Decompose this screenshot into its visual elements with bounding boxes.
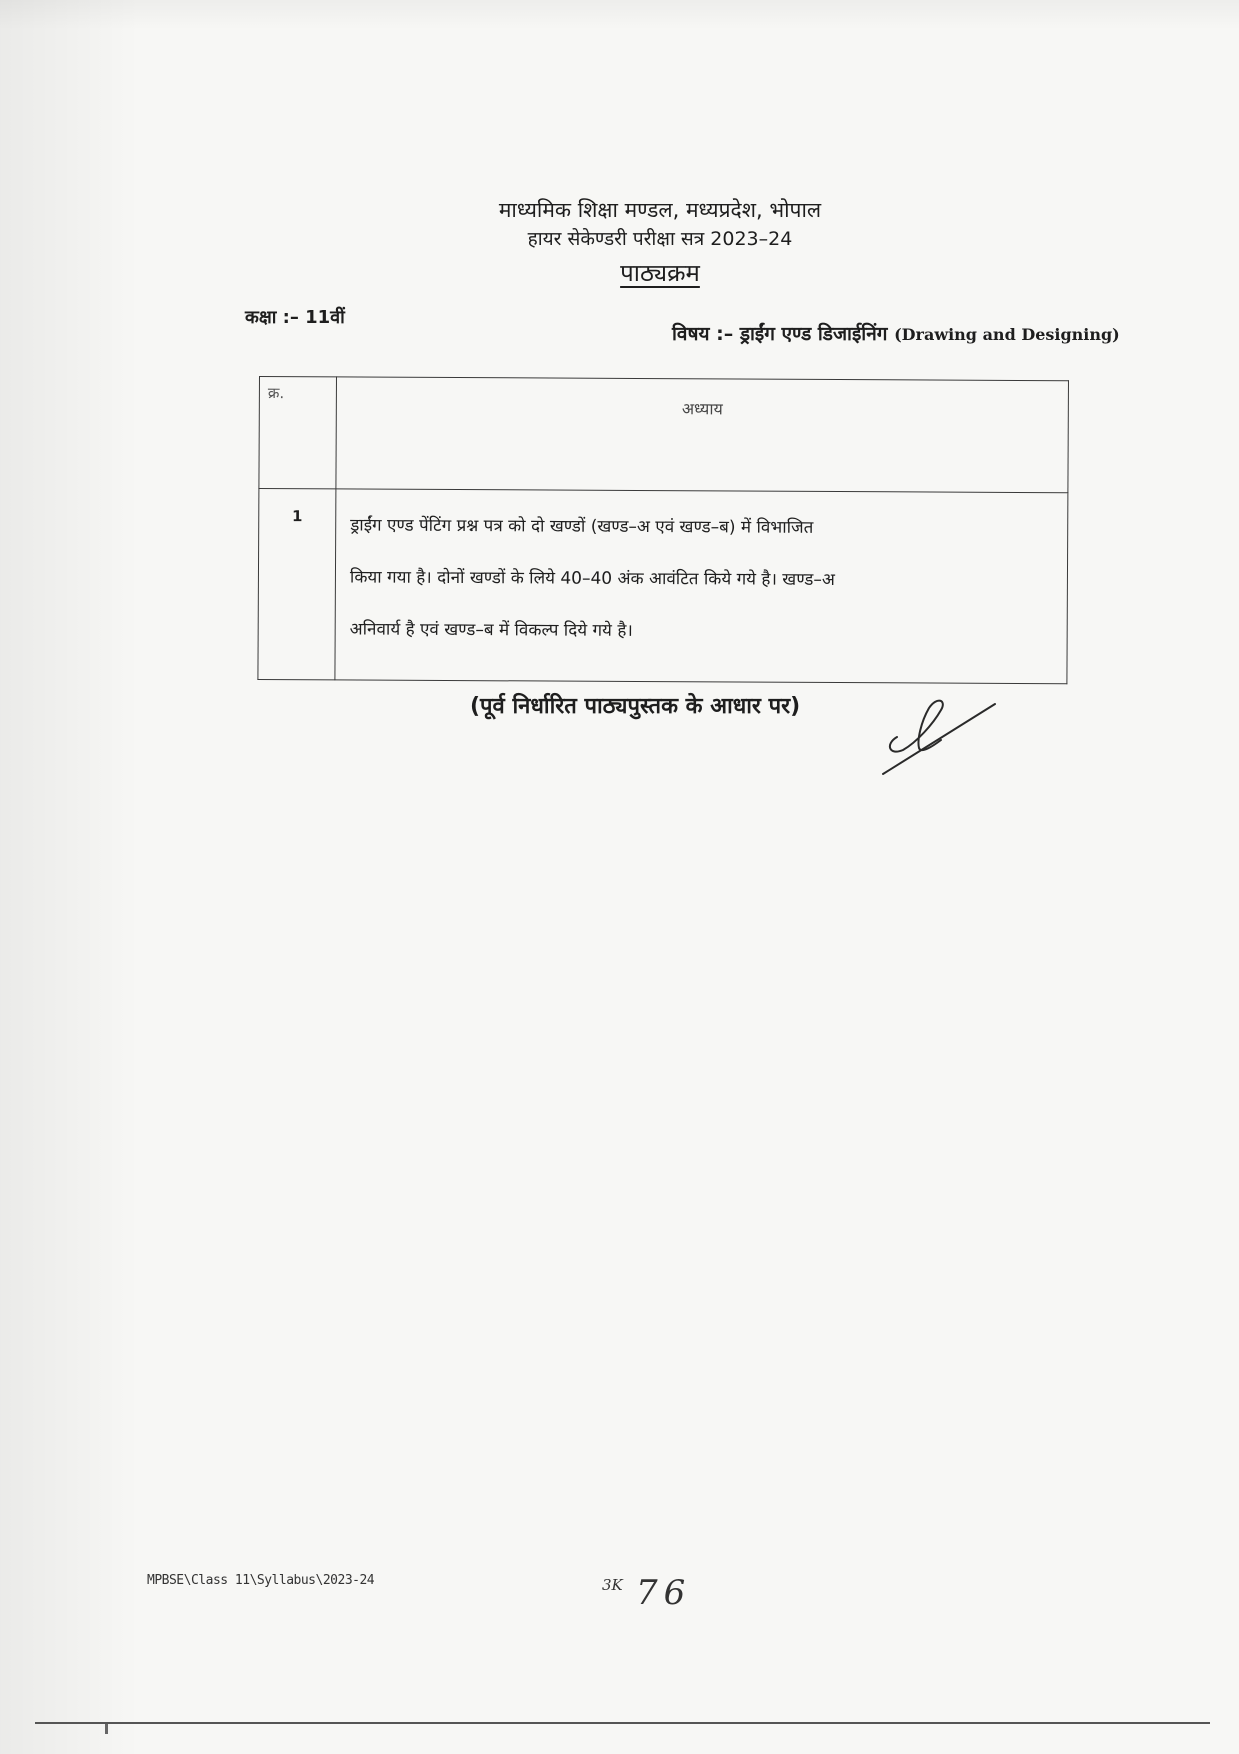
signature-stroke [890, 701, 943, 752]
handwritten-signature [875, 682, 1000, 782]
scan-shadow-top [0, 0, 1239, 30]
table-header-row [259, 377, 1069, 493]
page-mark-small: 3K [602, 1576, 623, 1594]
footer-file-path: MPBSE\Class 11\Syllabus\2023-24 [147, 1573, 375, 1588]
column-header-chapter: अध्याय [336, 377, 1069, 493]
page-title: पाठ्यक्रम [620, 259, 700, 287]
bottom-tick-mark [105, 1724, 108, 1734]
subject-label [672, 320, 1120, 346]
description-line: किया गया है। दोनों खण्डों के लिये 40–40 अंक आवंटित किये गये है। खण्ड–अ [349, 567, 835, 591]
description-line: ड्राईंग एण्ड पेंटिंग प्रश्न पत्र को दो खण्डों (खण्ड–अ एवं खण्ड–ब) में विभाजित [350, 515, 814, 538]
document-header [380, 195, 940, 293]
row-serial-number: 1 [258, 489, 336, 680]
textbook-note: (पूर्व निर्धारित पाठ्यपुस्तक के आधार पर) [470, 694, 801, 719]
column-header-serial: क्र. [259, 377, 337, 489]
handwritten-page-number [600, 1566, 720, 1616]
syllabus-table [257, 376, 1069, 684]
page-number: 76 [636, 1573, 692, 1613]
exam-session: हायर सेकेण्डरी परीक्षा सत्र 2023–24 [527, 228, 793, 250]
table-row [258, 489, 1068, 684]
subject-hindi: विषय :– ड्राईंग एण्ड डिजाईनिंग [672, 323, 888, 345]
class-label: कक्षा :– 11वीं [245, 307, 345, 328]
bottom-divider [35, 1722, 1210, 1724]
board-name: माध्यमिक शिक्षा मण्डल, मध्यप्रदेश, भोपाल [498, 198, 822, 222]
row-description [335, 489, 1068, 684]
scan-shadow [0, 0, 140, 1754]
description-line: अनिवार्य है एवं खण्ड–ब में विकल्प दिये गये है। [349, 619, 633, 641]
subject-english: (Drawing and Designing) [894, 325, 1120, 344]
